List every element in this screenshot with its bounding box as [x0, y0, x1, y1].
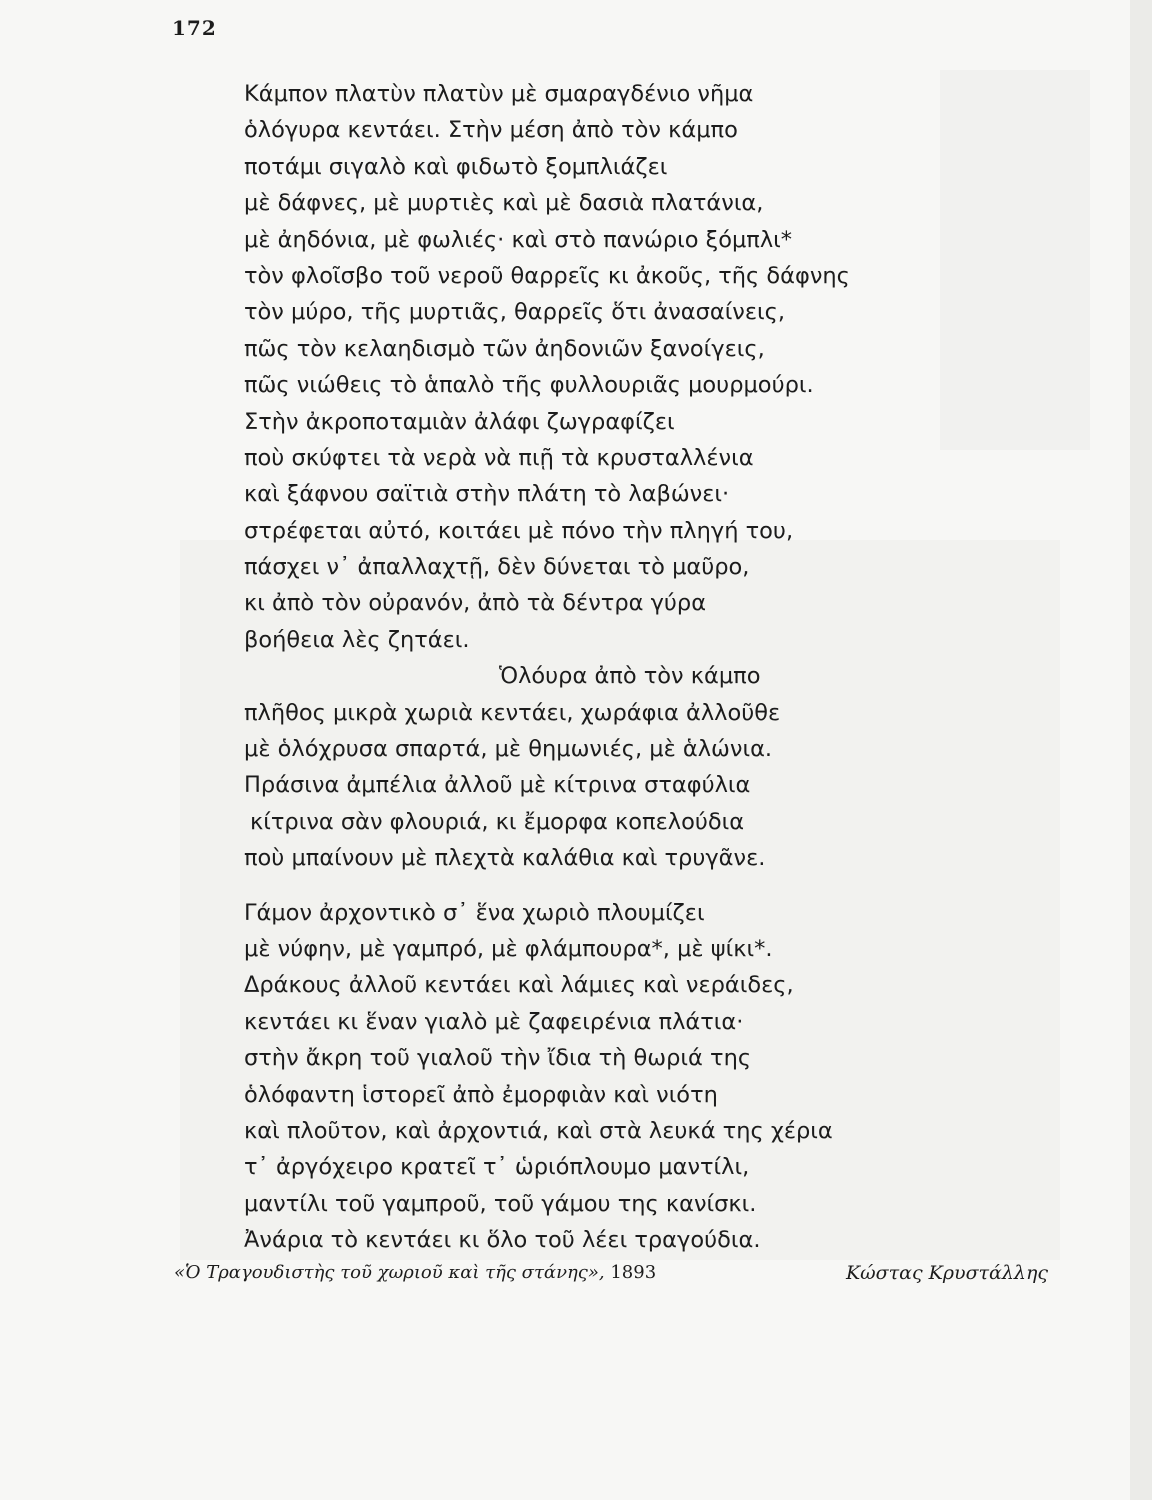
poem-line: καὶ ξάφνου σαϊτιὰ στὴν πλάτη τὸ λαβώνει· — [244, 481, 730, 508]
poem-line: μὲ νύφην, μὲ γαμπρό, μὲ φλάμπουρα*, μὲ ψίκι*. — [244, 935, 773, 962]
poem-line: μαντίλι τοῦ γαμπροῦ, τοῦ γάμου της κανίσκι. — [244, 1190, 757, 1217]
poem-line: κεντάει κι ἕναν γιαλὸ μὲ ζαφειρένια πλάτια· — [244, 1008, 744, 1035]
poem-line: κι ἀπὸ τὸν οὐρανόν, ἀπὸ τὰ δέντρα γύρα — [244, 590, 707, 617]
poem-line: Ὁλόυρα ἀπὸ τὸν κάμπο — [499, 663, 761, 690]
poem-line: Ἀνάρια τὸ κεντάει κι ὅλο τοῦ λέει τραγούδια. — [244, 1227, 761, 1254]
poem-line: μὲ ἀηδόνια, μὲ φωλιές· καὶ στὸ πανώριο ξόμπλι* — [244, 226, 793, 253]
poem-line: πάσχει ν᾽ ἀπαλλαχτῇ, δὲν δύνεται τὸ μαῦρο, — [244, 554, 750, 581]
poem-line: κίτρινα σὰν φλουριά, κι ἔμορφα κοπελούδια — [250, 808, 745, 835]
poem-line: βοήθεια λὲς ζητάει. — [244, 626, 470, 653]
citation-source-group — [174, 1262, 656, 1284]
poem-line: Γάμον ἀρχοντικὸ σ᾽ ἕνα χωριὸ πλουμίζει — [244, 899, 705, 926]
poem-line: Δράκους ἀλλοῦ κεντάει καὶ λάμιες καὶ νεράιδες, — [244, 972, 794, 999]
poem-line: στὴν ἄκρη τοῦ γιαλοῦ τὴν ἴδια τὴ θωριά της — [244, 1045, 752, 1072]
poem-line: μὲ ὁλόχρυσα σπαρτά, μὲ θημωνιές, μὲ ἁλώνια. — [244, 736, 773, 763]
poem-line: Στὴν ἀκροποταμιὰν ἀλάφι ζωγραφίζει — [244, 408, 675, 435]
poem-line: πῶς τὸν κελαηδισμὸ τῶν ἀηδονιῶν ξανοίγεις, — [244, 335, 765, 362]
poem-line: Κάμπον πλατὺν πλατὺν μὲ σμαραγδένιο νῆμα — [244, 81, 754, 107]
poem-line: ὁλόγυρα κεντάει. Στὴν μέση ἀπὸ τὸν κάμπο — [244, 117, 738, 144]
citation-source: «Ὁ Τραγουδιστὴς τοῦ χωριοῦ καὶ τῆς στάνης», — [174, 1262, 605, 1283]
poem-line: ὁλόφαντη ἱστορεῖ ἀπὸ ἐμορφιὰν καὶ νιότη — [244, 1081, 718, 1108]
poem-line: ποτάμι σιγαλὸ καὶ φιδωτὸ ξομπλιάζει — [244, 153, 668, 180]
poem-line: πλῆθος μικρὰ χωριὰ κεντάει, χωράφια ἀλλοῦθε — [244, 699, 781, 726]
poem-line: μὲ δάφνες, μὲ μυρτιὲς καὶ μὲ δασιὰ πλατάνια, — [244, 190, 764, 217]
poem-line: τὸν φλοῖσβο τοῦ νεροῦ θαρρεῖς κι ἀκοῦς, τῆς δάφνης — [244, 262, 850, 289]
poem-line: τὸν μύρο, τῆς μυρτιᾶς, θαρρεῖς ὅτι ἀνασαίνεις, — [244, 299, 786, 326]
poem-line: ποὺ μπαίνουν μὲ πλεχτὰ καλάθια καὶ τρυγᾶνε. — [244, 845, 766, 872]
poem-line: τ᾽ ἀργόχειρο κρατεῖ τ᾽ ὡριόπλουμο μαντίλι, — [244, 1154, 750, 1181]
citation — [174, 1262, 1048, 1284]
poem-line: στρέφεται αὐτό, κοιτάει μὲ πόνο τὴν πληγή του, — [244, 517, 794, 544]
citation-year: 1893 — [610, 1262, 657, 1283]
poem-line: πῶς νιώθεις τὸ ἁπαλὸ τῆς φυλλουριᾶς μουρμούρι. — [244, 372, 814, 399]
page-number: 172 — [172, 16, 217, 40]
citation-author: Κώστας Κρυστάλλης — [845, 1262, 1048, 1284]
poem-line: καὶ πλοῦτον, καὶ ἀρχοντιά, καὶ στὰ λευκά της χέρια — [244, 1117, 833, 1144]
poem-text — [244, 76, 1064, 1259]
poem-line: Πράσινα ἀμπέλια ἀλλοῦ μὲ κίτρινα σταφύλια — [244, 772, 751, 799]
poem-line: ποὺ σκύφτει τὰ νερὰ νὰ πιῇ τὰ κρυσταλλένια — [244, 444, 754, 471]
